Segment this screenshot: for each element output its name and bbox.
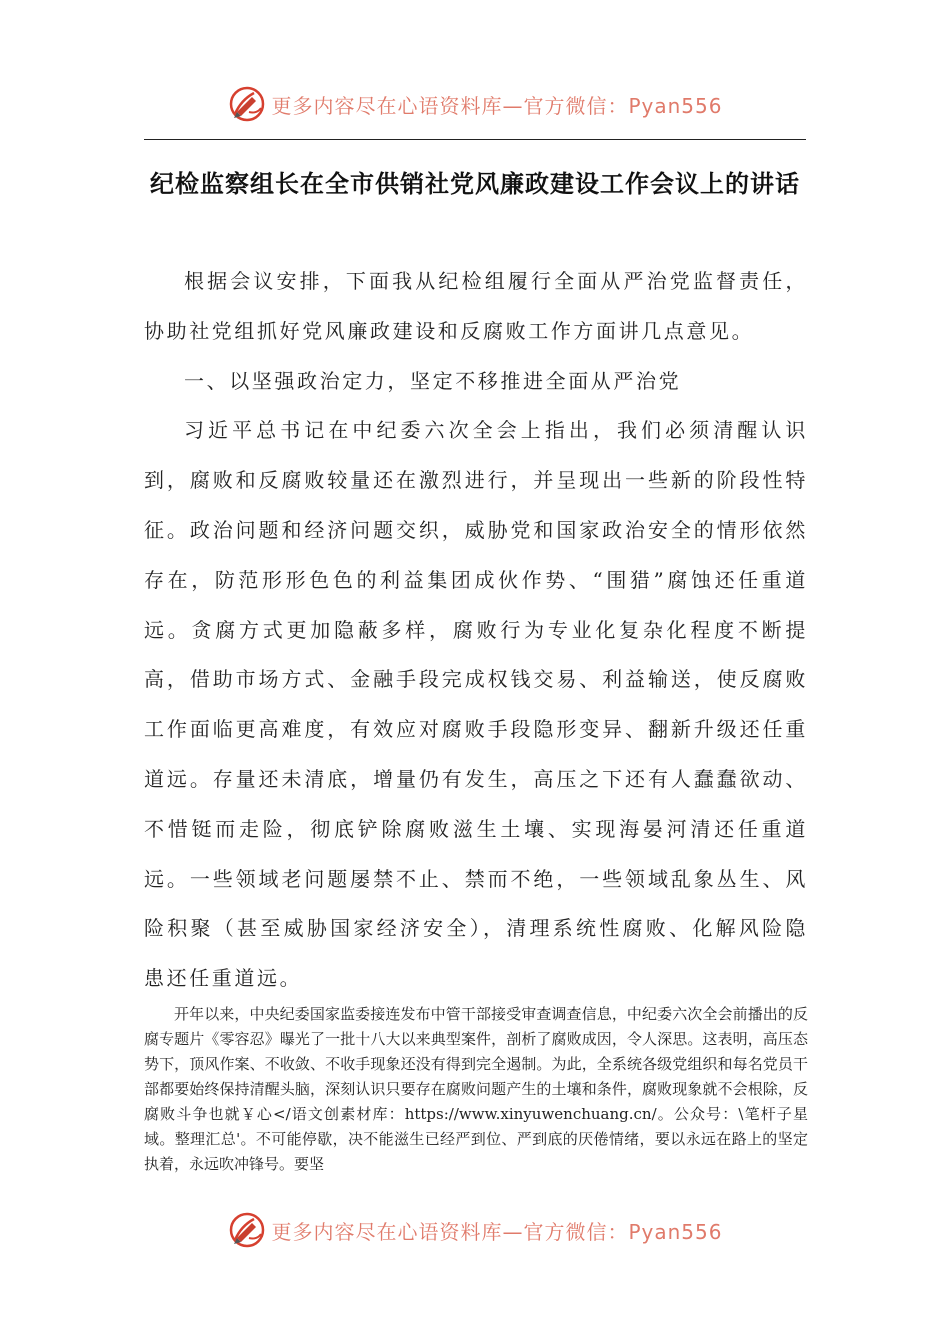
document-body xyxy=(144,257,808,1004)
document-small-text xyxy=(144,1002,808,1177)
document-title: 纪检监察组长在全市供销社党风廉政建设工作会议上的讲话 xyxy=(150,170,800,198)
footer-banner xyxy=(0,1208,950,1252)
pen-logo-icon xyxy=(227,84,267,124)
banner-text: 更多内容尽在心语资料库—官方微信：Pyan556 xyxy=(271,1219,723,1244)
paragraph: 开年以来，中央纪委国家监委接连发布中管干部接受审查调查信息，中纪委六次全会前播出的反腐专题片《零容忍》曝光了一批十八大以来典型案件，剖析了腐败成因，令人深思。这表明，高压态势下，顶风作案、不收敛、不收手现象还没有得到完全遏制。为此，全系统各级党组织和每名党员干部都要始终保持清醒头脑，深刻认识只要存在腐败问题产生的土壤和条件，腐败现象就不会根除，反腐败斗争也就￥心</语文创素材库：https://www.xinyuwenchuang.cn/。公众号：\笔杆子星域。整理汇总'。不可能停歇，决不能滋生已经严到位、严到底的厌倦情绪，要以永远在路上的坚定执着，永远吹冲锋号。要坚 xyxy=(144,1005,808,1173)
header-banner xyxy=(0,82,950,126)
banner-text: 更多内容尽在心语资料库—官方微信：Pyan556 xyxy=(271,93,723,118)
section-heading: 一、以坚强政治定力，坚定不移推进全面从严治党 xyxy=(184,368,682,393)
header-divider xyxy=(144,139,806,140)
pen-logo-icon xyxy=(227,1210,267,1250)
paragraph: 根据会议安排，下面我从纪检组履行全面从严治党监督责任，协助社党组抓好党风廉政建设和反腐败工作方面讲几点意见。 xyxy=(144,269,808,343)
paragraph: 习近平总书记在中纪委六次全会上指出，我们必须清醒认识到，腐败和反腐败较量还在激烈进行，并呈现出一些新的阶段性特征。政治问题和经济问题交织，威胁党和国家政治安全的情形依然存在，防范形形色色的利益集团成伙作势、“围猎”腐蚀还任重道远。贪腐方式更加隐蔽多样，腐败行为专业化复杂化程度不断提高，借助市场方式、金融手段完成权钱交易、利益输送，使反腐败工作面临更高难度，有效应对腐败手段隐形变异、翻新升级还任重道远。存量还未清底，增量仍有发生，高压之下还有人蠢蠢欲动、不惜铤而走险，彻底铲除腐败滋生土壤、实现海晏河清还任重道远。一些领域老问题屡禁不止、禁而不绝，一些领域乱象丛生、风险积聚（甚至威胁国家经济安全），清理系统性腐败、化解风险隐患还任重道远。 xyxy=(144,418,808,991)
